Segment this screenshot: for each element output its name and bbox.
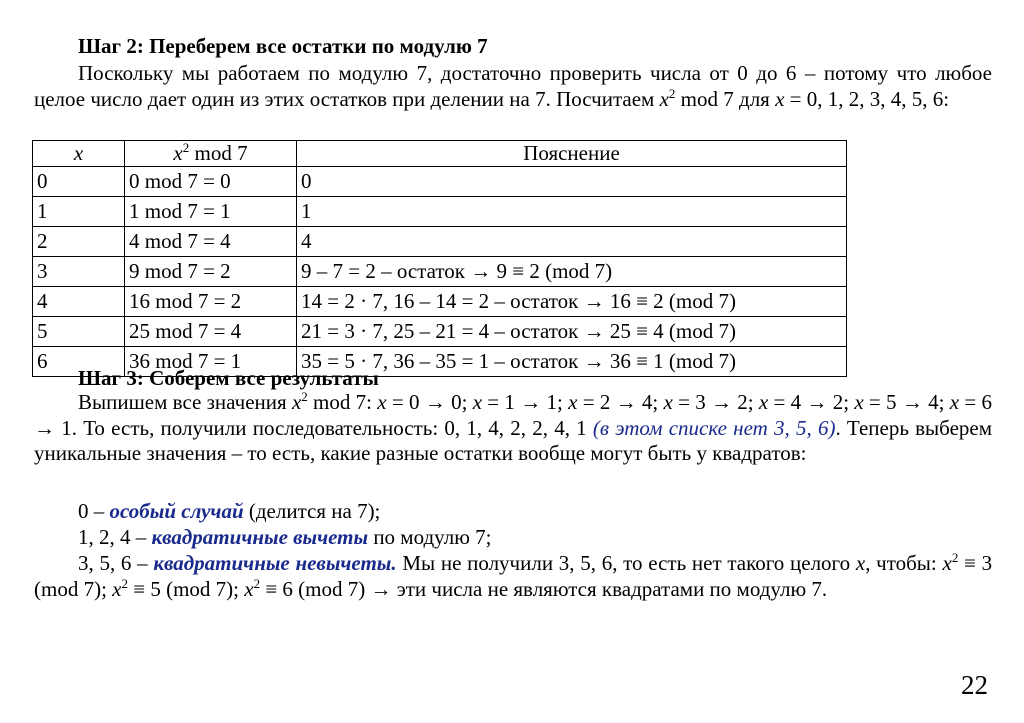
cell-note: 21 = 3 · 7, 25 – 21 = 4 – остаток → 25 ≡ 4 (mod 7) [297,317,847,347]
non-residues-paragraph [34,551,992,602]
values-intro-text: Выпишем все значения [78,390,287,414]
table-row [33,257,847,287]
var-x: x [291,390,302,414]
quadratic-residues-term: квадратичные вычеты [151,525,369,549]
table-row [33,197,847,227]
var-x: x [377,390,387,414]
for-text: для [739,86,770,111]
var-x: x [949,390,960,414]
var-x: x [855,551,866,575]
var-x: x [663,390,673,414]
exponent: 2 [182,140,190,155]
column-header-square-mod [125,141,297,167]
step2-intro-paragraph [34,61,992,112]
exponent: 2 [253,575,261,591]
var-x: x [942,551,952,575]
cell-note: 0 [297,167,847,197]
cell-note: 1 [297,197,847,227]
exponent: 2 [951,550,959,565]
special-case-line [78,499,380,524]
var-x: x [244,576,254,601]
table-header-row [33,141,847,167]
cell-calc: 1 mod 7 = 1 [125,197,297,227]
table-row [33,227,847,257]
mod-text: mod 7 [189,141,248,165]
page-number: 22 [961,670,988,700]
mapping-0: = 0 → 0; [386,390,468,414]
cell-x: 0 [33,167,125,197]
column-header-explanation: Пояснение [297,141,847,167]
sequence-text: То есть, получили последовательность: 0, 1, 4, 2, 2, 4, 1 [83,415,587,440]
exponent: 2 [668,85,676,101]
mod-text: mod 7 [675,86,734,111]
mapping-6: = 6 → 1. [34,390,992,440]
cell-calc: 0 mod 7 = 0 [125,167,297,197]
var-x: x [112,576,122,601]
residue-table [32,140,847,377]
missing-values-note: (в этом списке нет 3, 5, 6) [592,415,836,440]
quadratic-residues-line [78,525,492,550]
cell-x: 5 [33,317,125,347]
cell-x: 3 [33,257,125,287]
cell-note: 4 [297,227,847,257]
nonresidue-text: Мы не получили 3, 5, 6, то есть нет такого целого [402,551,851,575]
cell-note: 9 – 7 = 2 – остаток → 9 ≡ 2 (mod 7) [297,257,847,287]
var-x: x [472,390,483,414]
cell-calc: 4 mod 7 = 4 [125,227,297,257]
table-row [33,317,847,347]
values-text: = 0, 1, 2, 3, 4, 5, 6: [784,86,950,111]
congruence-3: ≡ 3 (mod 7); [34,551,993,601]
table-row [33,287,847,317]
quadratic-nonresidues-term: квадратичные невычеты. [153,551,397,575]
var-x: x [173,141,183,165]
step3-values-paragraph [34,390,992,467]
line-rest: по модулю 7; [373,525,492,549]
var-x: x [758,390,769,414]
cell-calc: 9 mod 7 = 2 [125,257,297,287]
step2-intro-text: Поскольку мы работаем по модулю 7, достаточно проверить числа от 0 до 6 – потому что любое целое число дает один из этих остатков при делении на 7. Посчитаем [34,61,992,111]
congruence-5: ≡ 5 (mod 7); [127,576,239,601]
cell-note: 14 = 2 · 7, 16 – 14 = 2 – остаток → 16 ≡ 2 (mod 7) [297,287,847,317]
step3-heading: Шаг 3: Соберем все результаты [78,366,379,390]
congruence-6: ≡ 6 (mod 7) [260,576,366,601]
mapping-4: = 4 → 2; [768,390,850,414]
line-rest: (делится на 7); [248,499,381,523]
line-lead: 3, 5, 6 – [78,551,148,575]
cell-calc: 36 mod 7 = 1 [125,347,297,377]
conclusion-text: → эти числа не являются квадратами по модулю 7. [370,576,828,601]
exponent: 2 [121,575,128,591]
var-x: x [659,86,669,111]
exponent: 2 [301,389,308,404]
mod-text: mod 7: [307,390,372,414]
cell-note: 35 = 5 · 7, 36 – 35 = 1 – остаток → 36 ≡ 1 (mod 7) [297,347,847,377]
cell-calc: 16 mod 7 = 2 [125,287,297,317]
cell-x: 4 [33,287,125,317]
line-lead: 0 – [78,499,105,523]
var-x: x [854,390,864,414]
unique-values-text: . Теперь выберем уникальные значения – то есть, какие разные остатки вообще могут быть у квадратов: [34,415,993,465]
mapping-2: = 2 → 4; [577,390,659,414]
such-that-text: , чтобы: [865,551,937,575]
cell-x: 2 [33,227,125,257]
cell-x: 6 [33,347,125,377]
step2-heading: Шаг 2: Переберем все остатки по модулю 7 [78,34,488,58]
cell-calc: 25 mod 7 = 4 [125,317,297,347]
var-x: x [73,141,84,165]
var-x: x [775,86,785,111]
special-case-term: особый случай [109,499,244,523]
var-x: x [568,390,578,414]
table-row [33,167,847,197]
mapping-1: = 1 → 1; [482,390,563,414]
column-header-x [33,141,125,167]
cell-x: 1 [33,197,125,227]
line-lead: 1, 2, 4 – [78,525,147,549]
mapping-5: = 5 → 4; [863,390,945,414]
mapping-3: = 3 → 2; [672,390,754,414]
